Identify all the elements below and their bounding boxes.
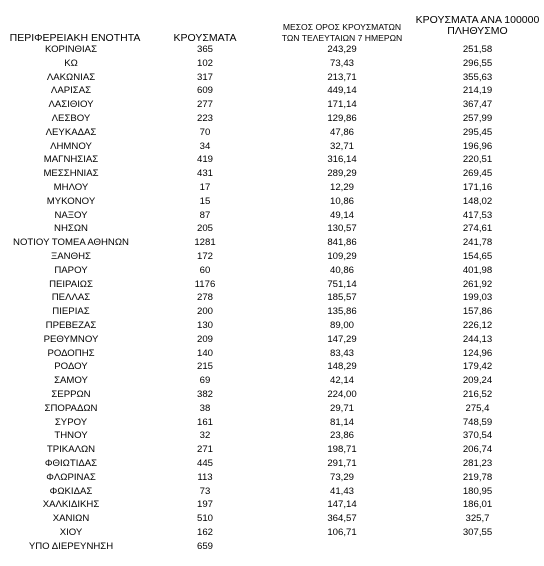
table-row xyxy=(0,498,544,512)
cases-cell: 365 xyxy=(196,44,213,55)
rate-cell: 370,54 xyxy=(462,430,493,442)
avg-cell: 10,86 xyxy=(329,195,354,207)
table-body xyxy=(0,43,544,553)
region-cell: ΦΛΩΡΙΝΑΣ xyxy=(46,471,96,483)
avg-cell: 73,43 xyxy=(329,57,354,69)
avg-cell: 23,86 xyxy=(329,430,354,442)
table-row xyxy=(0,319,544,333)
rate-cell: 206,74 xyxy=(462,444,493,456)
cases-cell: 34 xyxy=(199,140,211,152)
cases-cell: 382 xyxy=(196,388,213,400)
table-row xyxy=(0,305,544,319)
avg-cell: 751,14 xyxy=(327,278,357,290)
avg-cell: 42,14 xyxy=(329,375,354,387)
cases-cell: 223 xyxy=(196,112,213,124)
region-cell: ΛΕΥΚΑΔΑΣ xyxy=(45,126,97,138)
avg-cell: 198,71 xyxy=(327,444,357,456)
cases-cell: 200 xyxy=(196,306,213,318)
avg-cell: 129,86 xyxy=(327,112,357,124)
cases-cell: 73 xyxy=(199,485,211,497)
table-row xyxy=(0,140,544,154)
region-cell: ΚΟΡΙΝΘΙΑΣ xyxy=(44,44,98,55)
header-rate-line2: ΠΛΗΘΥΣΜΟ xyxy=(447,25,508,37)
table-row xyxy=(0,374,544,388)
table-row xyxy=(0,512,544,526)
rate-cell: 124,96 xyxy=(462,347,493,359)
region-cell: ΥΠΟ ΔΙΕΡΕΥΝΗΣΗ xyxy=(28,540,114,552)
rate-cell: 154,65 xyxy=(462,250,493,262)
table-row xyxy=(0,71,544,85)
table-row xyxy=(0,429,544,443)
table-row xyxy=(0,402,544,416)
avg-cell: 73,29 xyxy=(329,471,354,483)
region-cell: ΤΗΝΟΥ xyxy=(54,430,88,442)
cases-cell: 69 xyxy=(199,375,211,387)
table-row xyxy=(0,167,544,181)
avg-cell: 47,86 xyxy=(329,126,354,138)
cases-cell: 60 xyxy=(199,264,211,276)
avg-cell: 29,71 xyxy=(329,402,354,414)
rate-cell: 180,95 xyxy=(462,485,493,497)
cases-cell: 659 xyxy=(196,540,213,552)
region-cell: ΜΕΣΣΗΝΙΑΣ xyxy=(43,168,99,180)
region-cell: ΡΕΘΥΜΝΟΥ xyxy=(43,333,99,345)
table-row xyxy=(0,153,544,167)
avg-cell: 291,71 xyxy=(327,457,357,469)
header-avg-line1: ΜΕΣΟΣ ΟΡΟΣ ΚΡΟΥΣΜΑΤΩΝ xyxy=(282,22,402,32)
table-row xyxy=(0,195,544,209)
cases-cell: 102 xyxy=(196,57,213,69)
rate-cell: 295,45 xyxy=(462,126,493,138)
rate-cell: 171,16 xyxy=(462,181,493,193)
avg-cell: 135,86 xyxy=(327,306,357,318)
rate-cell: 296,55 xyxy=(462,57,493,69)
region-cell: ΠΙΕΡΙΑΣ xyxy=(52,306,90,318)
region-cell: ΛΑΡΙΣΑΣ xyxy=(50,85,92,97)
region-cell: ΣΥΡΟΥ xyxy=(54,416,88,428)
region-cell: ΣΕΡΡΩΝ xyxy=(51,388,91,400)
rate-cell: 274,61 xyxy=(462,223,493,235)
avg-cell: 213,71 xyxy=(327,71,357,83)
table-row xyxy=(0,333,544,347)
rate-cell: 275,4 xyxy=(465,402,490,414)
avg-cell: 224,00 xyxy=(327,388,357,400)
rate-cell: 269,45 xyxy=(462,168,493,180)
table-row xyxy=(0,236,544,250)
table-row xyxy=(0,485,544,499)
avg-cell: 147,14 xyxy=(327,499,357,511)
cases-cell: 1281 xyxy=(194,237,216,249)
avg-cell: 89,00 xyxy=(329,319,354,331)
cases-cell: 172 xyxy=(196,250,213,262)
avg-cell: 49,14 xyxy=(329,209,354,221)
region-cell: ΜΗΛΟΥ xyxy=(53,181,89,193)
cases-cell: 197 xyxy=(196,499,213,511)
cases-cell: 510 xyxy=(196,513,213,525)
cases-cell: 445 xyxy=(196,457,213,469)
rate-cell: 214,19 xyxy=(462,85,493,97)
rate-cell: 219,78 xyxy=(462,471,493,483)
avg-cell: 171,14 xyxy=(327,99,357,111)
table-row xyxy=(0,540,544,554)
avg-cell: 148,29 xyxy=(327,361,357,373)
rate-cell: 220,51 xyxy=(462,154,493,166)
cases-cell: 271 xyxy=(196,444,213,456)
rate-cell: 748,59 xyxy=(462,416,493,428)
cases-cell: 609 xyxy=(196,85,213,97)
region-cell: ΞΑΝΘΗΣ xyxy=(51,250,91,262)
table-row xyxy=(0,278,544,292)
region-cell: ΦΘΙΩΤΙΔΑΣ xyxy=(44,457,98,469)
avg-cell: 83,43 xyxy=(329,347,354,359)
region-cell: ΝΟΤΙΟΥ ΤΟΜΕΑ ΑΘΗΝΩΝ xyxy=(13,237,129,249)
avg-cell: 243,29 xyxy=(327,44,357,55)
table-row xyxy=(0,291,544,305)
table-row xyxy=(0,98,544,112)
rate-cell: 244,13 xyxy=(462,333,493,345)
cases-cell: 87 xyxy=(199,209,211,221)
region-cell: ΧΑΝΙΩΝ xyxy=(52,513,90,525)
table-row xyxy=(0,443,544,457)
region-cell: ΛΑΚΩΝΙΑΣ xyxy=(46,71,96,83)
region-cell: ΛΑΣΙΘΙΟΥ xyxy=(48,99,94,111)
cases-cell: 70 xyxy=(199,126,211,138)
rate-cell: 216,52 xyxy=(462,388,493,400)
table-row xyxy=(0,471,544,485)
rate-cell: 257,99 xyxy=(462,112,493,124)
cases-cell: 17 xyxy=(199,181,211,193)
region-cell: ΜΥΚΟΝΟΥ xyxy=(46,195,96,207)
rate-cell: 199,03 xyxy=(462,292,493,304)
region-cell: ΤΡΙΚΑΛΩΝ xyxy=(46,444,96,456)
avg-cell: 185,57 xyxy=(327,292,357,304)
avg-cell: 12,29 xyxy=(329,181,354,193)
table-row xyxy=(0,222,544,236)
rate-cell: 148,02 xyxy=(462,195,493,207)
avg-cell: 841,86 xyxy=(327,237,357,249)
avg-cell: 364,57 xyxy=(327,513,357,525)
avg-cell: 81,14 xyxy=(329,416,354,428)
rate-cell: 251,58 xyxy=(462,44,493,55)
region-cell: ΦΩΚΙΔΑΣ xyxy=(49,485,93,497)
cases-cell: 215 xyxy=(196,361,213,373)
header-region-label: ΠΕΡΙΦΕΡΕΙΑΚΗ ΕΝΟΤΗΤΑ xyxy=(9,32,141,44)
table-row xyxy=(0,209,544,223)
rate-cell: 179,42 xyxy=(462,361,493,373)
table-row xyxy=(0,181,544,195)
cases-cell: 113 xyxy=(197,471,213,483)
table-row xyxy=(0,250,544,264)
cases-cell: 161 xyxy=(196,416,213,428)
table-row xyxy=(0,526,544,540)
avg-cell: 40,86 xyxy=(329,264,354,276)
cases-cell: 431 xyxy=(196,168,213,180)
table-row xyxy=(0,57,544,71)
rate-cell: 241,78 xyxy=(462,237,493,249)
rate-cell: 355,63 xyxy=(462,71,493,83)
table-row xyxy=(0,388,544,402)
rate-cell: 325,7 xyxy=(465,513,490,525)
avg-cell: 32,71 xyxy=(329,140,354,152)
rate-cell: 226,12 xyxy=(462,319,493,331)
avg-cell: 109,29 xyxy=(327,250,357,262)
avg-cell: 316,14 xyxy=(327,154,357,166)
header-rate-line1: ΚΡΟΥΣΜΑΤΑ ΑΝΑ 100000 xyxy=(415,14,540,26)
cases-cell: 162 xyxy=(196,526,213,538)
table-row xyxy=(0,43,544,57)
region-cell: ΛΕΣΒΟΥ xyxy=(51,112,91,124)
cases-cell: 419 xyxy=(196,154,213,166)
region-cell: ΛΗΜΝΟΥ xyxy=(50,140,92,152)
region-cell: ΜΑΓΝΗΣΙΑΣ xyxy=(43,154,99,166)
region-cell: ΡΟΔΟΠΗΣ xyxy=(47,347,95,359)
rate-cell: 157,86 xyxy=(462,306,493,318)
table-row xyxy=(0,126,544,140)
avg-cell: 289,29 xyxy=(327,168,357,180)
cases-cell: 1176 xyxy=(194,278,216,290)
region-cell: ΣΑΜΟΥ xyxy=(54,375,88,387)
cases-cell: 15 xyxy=(199,195,211,207)
cases-cell: 32 xyxy=(199,430,211,442)
region-cell: ΠΑΡΟΥ xyxy=(54,264,88,276)
rate-cell: 281,23 xyxy=(462,457,493,469)
avg-cell: 130,57 xyxy=(327,223,357,235)
avg-cell: 106,71 xyxy=(327,526,357,538)
rate-cell: 186,01 xyxy=(462,499,493,511)
table-row xyxy=(0,112,544,126)
table-row xyxy=(0,457,544,471)
avg-cell: 41,43 xyxy=(329,485,354,497)
table-row xyxy=(0,360,544,374)
cases-cell: 140 xyxy=(196,347,213,359)
cases-cell: 38 xyxy=(199,402,211,414)
region-cell: ΣΠΟΡΑΔΩΝ xyxy=(44,402,98,414)
header-rate-per-100k xyxy=(405,15,544,37)
region-cell: ΠΕΛΛΑΣ xyxy=(51,292,91,304)
rate-cell: 196,96 xyxy=(462,140,493,152)
rate-cell: 209,24 xyxy=(462,375,493,387)
avg-cell: 449,14 xyxy=(327,85,357,97)
rate-cell: 367,47 xyxy=(462,99,493,111)
rate-cell: 417,53 xyxy=(462,209,493,221)
header-cases-label: ΚΡΟΥΣΜΑΤΑ xyxy=(173,32,237,44)
rate-cell: 401,98 xyxy=(462,264,493,276)
cases-cell: 205 xyxy=(196,223,213,235)
table-row xyxy=(0,347,544,361)
region-cell: ΝΑΞΟΥ xyxy=(54,209,88,221)
region-cell: ΧΑΛΚΙΔΙΚΗΣ xyxy=(42,499,100,511)
header-7day-average xyxy=(272,22,412,44)
avg-cell: 147,29 xyxy=(327,333,357,345)
header-avg-line2: ΤΩΝ ΤΕΛΕΥΤΑΙΩΝ 7 ΗΜΕΡΩΝ xyxy=(281,33,403,43)
region-cell: ΝΗΣΩΝ xyxy=(54,223,88,235)
region-cell: ΚΩ xyxy=(64,57,78,69)
rate-cell: 261,92 xyxy=(462,278,493,290)
cases-cell: 130 xyxy=(196,319,213,331)
cases-cell: 277 xyxy=(196,99,213,111)
cases-cell: 278 xyxy=(196,292,213,304)
table-row xyxy=(0,84,544,98)
table-row xyxy=(0,264,544,278)
region-cell: ΠΡΕΒΕΖΑΣ xyxy=(45,319,97,331)
rate-cell: 307,55 xyxy=(462,526,493,538)
cases-cell: 317 xyxy=(196,71,213,83)
region-cell: ΧΙΟΥ xyxy=(59,526,83,538)
region-cell: ΡΟΔΟΥ xyxy=(54,361,88,373)
table-row xyxy=(0,416,544,430)
cases-cell: 209 xyxy=(196,333,213,345)
region-cell: ΠΕΙΡΑΙΩΣ xyxy=(49,278,93,290)
